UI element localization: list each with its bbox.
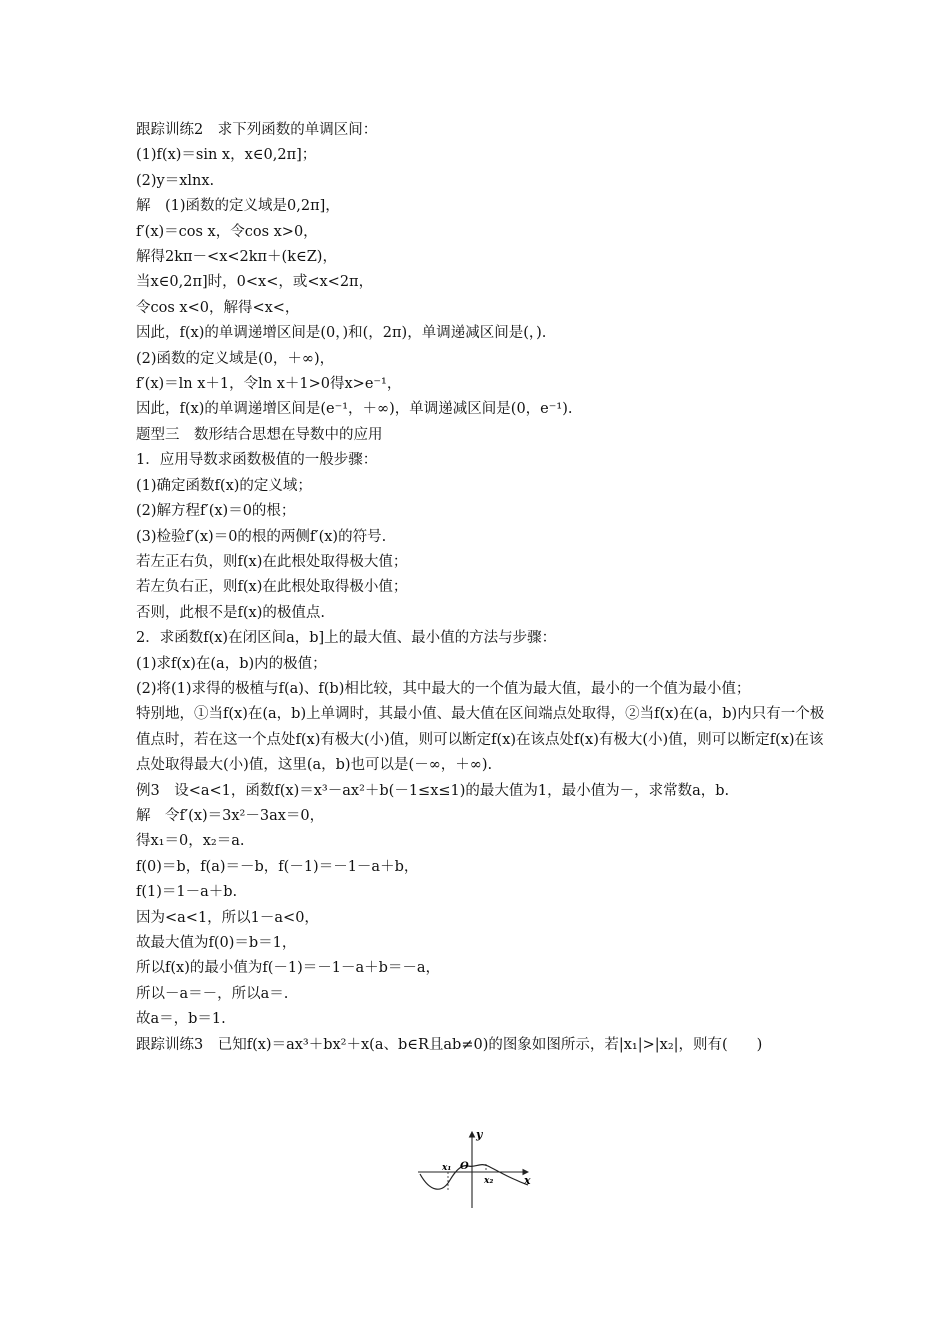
text-line: 1．应用导数求函数极值的一般步骤： bbox=[136, 452, 378, 469]
document-body bbox=[136, 118, 826, 1058]
y-axis-label: y bbox=[476, 1128, 483, 1141]
text-line: (1)求f(x)在(a，b)内的极值； bbox=[136, 655, 327, 672]
text-line: 若左负右正，则f(x)在此根处取得极小值； bbox=[136, 579, 408, 596]
text-line: f(0)＝b，f(a)＝－b，f(－1)＝－1－a＋b， bbox=[136, 858, 419, 875]
x1-label: x₁ bbox=[442, 1163, 452, 1173]
text-line: 所以－a＝－，所以a＝. bbox=[136, 985, 289, 1002]
section-heading: 题型三 数形结合思想在导数中的应用 bbox=[136, 426, 383, 443]
text-line: 2．求函数f(x)在闭区间a，b]上的最大值、最小值的方法与步骤： bbox=[136, 630, 557, 647]
exercise-question: 跟踪训练3 已知f(x)＝ax³＋bx²＋x(a、b∈R且ab≠0)的图象如图所示，若|x₁|>|x₂|，则有( ) bbox=[136, 1036, 763, 1053]
text-line: f(1)＝1－a＋b. bbox=[136, 884, 238, 901]
function-curve bbox=[420, 1165, 528, 1190]
text-line: 因此，f(x)的单调递增区间是(e⁻¹，＋∞)，单调递减区间是(0，e⁻¹). bbox=[136, 401, 573, 418]
text-line: 若左正右负，则f(x)在此根处取得极大值； bbox=[136, 553, 408, 570]
text-line: (2)函数的定义域是(0，＋∞)， bbox=[136, 350, 335, 367]
origin-label: O bbox=[460, 1161, 469, 1172]
cubic-graph-figure bbox=[416, 1128, 536, 1210]
text-line: 解 (1)函数的定义域是0,2π]， bbox=[136, 198, 340, 215]
text-paragraph: (2)将(1)求得的极植与f(a)、f(b)相比较，其中最大的一个值为最大值，最小的一个值为最小值； bbox=[136, 680, 751, 697]
text-line: 令cos x<0，解得<x<， bbox=[136, 299, 300, 316]
text-line: (1)f(x)＝sin x，x∈0,2π]； bbox=[136, 147, 317, 164]
text-line: 得x₁＝0，x₂＝a. bbox=[136, 833, 245, 850]
example-heading: 例3 设<a<1，函数f(x)＝x³－ax²＋b(－1≤x≤1)的最大值为1，最小值为－，求常数a，b. bbox=[136, 782, 730, 799]
text-line: (2)解方程f′(x)＝0的根； bbox=[136, 503, 296, 520]
text-line: 解得2kπ－<x<2kπ＋(k∈Z)， bbox=[136, 249, 337, 266]
text-line: 故a＝，b＝1. bbox=[136, 1011, 226, 1028]
text-line: f′(x)＝cos x，令cos x>0， bbox=[136, 223, 318, 240]
text-paragraph: 特别地，①当f(x)在(a，b)上单调时，其最小值、最大值在区间端点处取得，②当f(x)在(a，b)内只有一个极值点时，若在这一个点处f(x)有极大(小)值，则可以断定f(x)在该点处f(x)有极大(小)值，则可以断定f(x)在该点处取得最大(小)值，这里(a，b)也可以是(－∞，＋∞). bbox=[136, 706, 825, 774]
text-line: f′(x)＝ln x＋1，令ln x＋1>0得x>e⁻¹， bbox=[136, 376, 402, 393]
text-line: 解 令f′(x)＝3x²－3ax＝0， bbox=[136, 807, 325, 824]
text-line: 因为<a<1，所以1－a<0， bbox=[136, 909, 319, 926]
text-line: (2)y＝xlnx. bbox=[136, 172, 215, 189]
x2-label: x₂ bbox=[484, 1176, 494, 1186]
text-line: 当x∈0,2π]时，0<x<，或<x<2π， bbox=[136, 274, 374, 291]
text-line: 因此，f(x)的单调递增区间是(0，)和(，2π)，单调递减区间是(，). bbox=[136, 325, 547, 342]
text-line: (3)检验f′(x)＝0的根的两侧f′(x)的符号. bbox=[136, 528, 387, 545]
text-line: 否则，此根不是f(x)的极值点. bbox=[136, 604, 325, 621]
text-line: 跟踪训练2 求下列函数的单调区间： bbox=[136, 122, 378, 138]
x-axis-label: x bbox=[524, 1174, 531, 1187]
text-line: 故最大值为f(0)＝b＝1， bbox=[136, 935, 297, 951]
text-line: (1)确定函数f(x)的定义域； bbox=[136, 477, 312, 494]
text-line: 所以f(x)的最小值为f(－1)＝－1－a＋b＝－a， bbox=[136, 960, 441, 977]
